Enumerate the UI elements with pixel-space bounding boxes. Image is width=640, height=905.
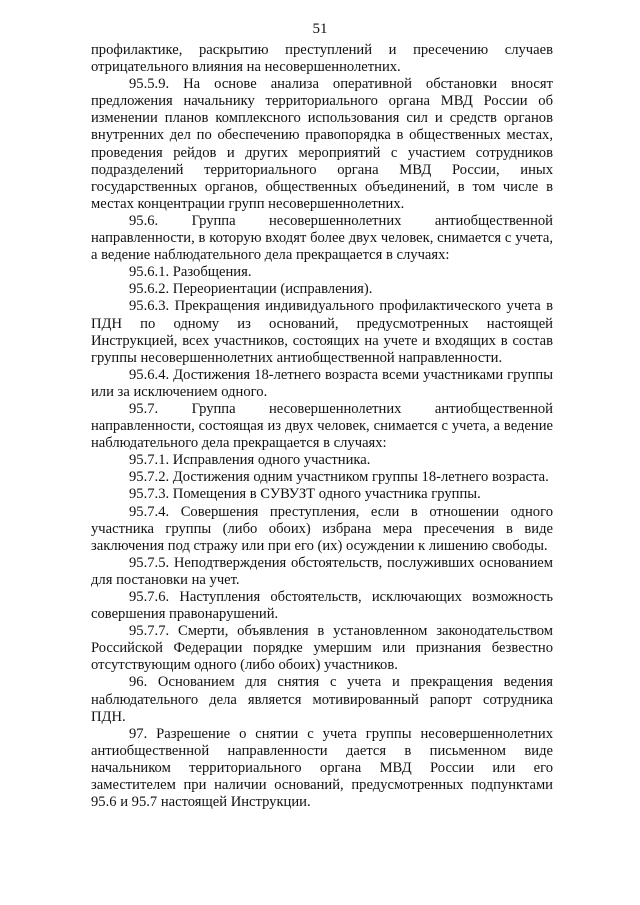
paragraph-96: 96. Основанием для снятия с учета и прекращения ведения наблюдательного дела является мотивированный рапорт сотрудника ПДН.: [91, 674, 553, 725]
paragraph-95-7-4: 95.7.4. Совершения преступления, если в отношении одного участника группы (либо обоих) избрана мера пресечения в виде заключения под стражу или при его (их) осуждении к лишению свободы.: [91, 503, 553, 554]
paragraph-95-7: 95.7. Группа несовершеннолетних антиобщественной направленности, состоящая из двух человек, снимается с учета, а ведение наблюдательного дела прекращается в случаях:: [91, 400, 553, 452]
page-number: 51: [312, 21, 328, 37]
paragraph-95-5-9: 95.5.9. На основе анализа оперативной обстановки вносят предложения начальнику территориального органа МВД России об изменении планов комплексного использования сил и средств органов внутренних дел по обеспечению правопорядка в общественных местах, проведения рейдов и других мероприятий с участием сотрудников подразделений территориального органа МВД России, иных государственных органов, общественных объединений, в том числе в местах концентрации групп несовершеннолетних.: [91, 76, 553, 212]
paragraph-95-6: 95.6. Группа несовершеннолетних антиобщественной направленности, в которую входят более двух человек, снимается с учета, а ведение наблюдательного дела прекращается в случаях:: [91, 212, 553, 264]
paragraph-95-7-6: 95.7.6. Наступления обстоятельств, исключающих возможность совершения правонарушений.: [91, 589, 553, 623]
paragraph-95-7-7: 95.7.7. Смерти, объявления в установленном законодательством Российской Федерации порядке умершим или признания безвестно отсутствующим одного (либо обоих) участников.: [91, 623, 553, 674]
paragraph-97: 97. Разрешение о снятии с учета группы несовершеннолетних антиобщественной направленности дается в письменном виде начальником территориального органа МВД России или его заместителем при наличии оснований, предусмотренных подпунктами 95.6 и 95.7 настоящей Инструкции.: [91, 725, 553, 811]
paragraph-95-7-1: 95.7.1. Исправления одного участника.: [129, 452, 371, 469]
paragraph-95-6-1: 95.6.1. Разобщения.: [129, 264, 252, 281]
paragraph-95-6-2: 95.6.2. Переориентации (исправления).: [129, 281, 373, 298]
paragraph-95-7-5: 95.7.5. Неподтверждения обстоятельств, послуживших основанием для постановки на учет.: [91, 554, 553, 588]
paragraph-95-6-3: 95.6.3. Прекращения индивидуального профилактического учета в ПДН по одному из оснований, предусмотренных настоящей Инструкцией, всех участников, состоящих на учете и входящих в состав группы несовершеннолетних антиобщественной направленности.: [91, 298, 553, 366]
document-body: [91, 42, 553, 811]
paragraph-95-7-3: 95.7.3. Помещения в СУВУЗТ одного участника группы.: [129, 486, 481, 503]
paragraph-continuation: профилактике, раскрытию преступлений и пресечению случаев отрицательного влияния на несовершеннолетних.: [91, 42, 553, 76]
paragraph-95-6-4: 95.6.4. Достижения 18-летнего возраста всеми участниками группы или за исключением одного.: [91, 366, 553, 400]
paragraph-95-7-2: 95.7.2. Достижения одним участником группы 18-летнего возраста.: [129, 469, 549, 486]
